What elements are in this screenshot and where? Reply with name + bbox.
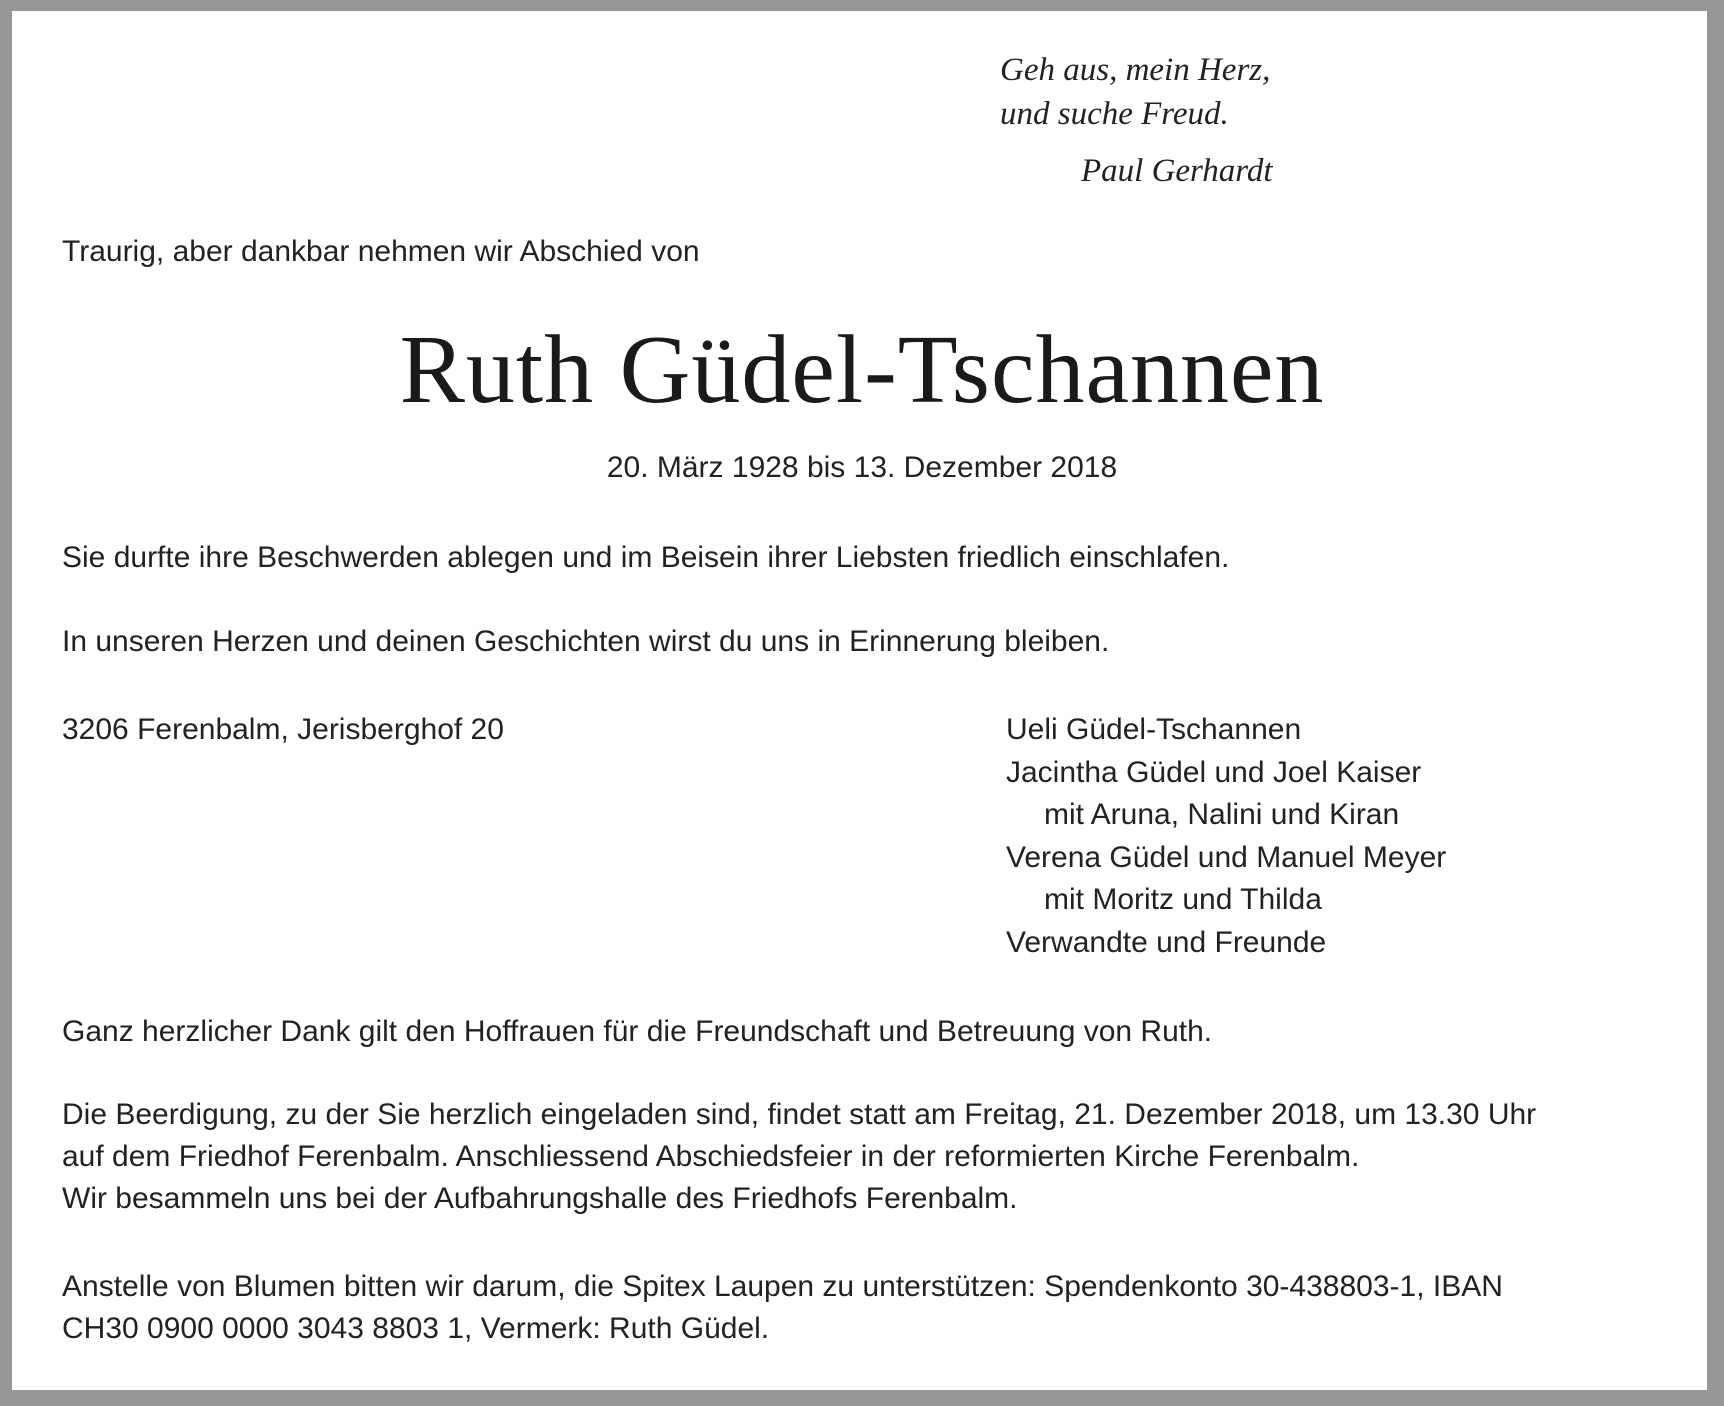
life-dates: 20. März 1928 bis 13. Dezember 2018 (606, 451, 1118, 484)
funeral-details (62, 1094, 1536, 1220)
message-memory: In unseren Herzen und deinen Geschichten wirst du uns in Erinnerung bleiben. (62, 625, 1110, 658)
donation-line: CH30 0900 0000 3043 8803 1, Vermerk: Ruth Güdel. (62, 1312, 770, 1345)
mourner: Verena Güdel und Manuel Meyer (1006, 840, 1447, 874)
message-rest: Sie durfte ihre Beschwerden ablegen und im Beisein ihrer Liebsten friedlich einschlafen. (62, 541, 1230, 574)
donation-details (62, 1266, 1503, 1350)
family-address: 3206 Ferenbalm, Jerisberghof 20 (62, 713, 504, 746)
funeral-line: Wir besammeln uns bei der Aufbahrungshalle des Friedhofs Ferenbalm. (62, 1182, 1018, 1215)
quote-line-2: und suche Freud. (1000, 96, 1229, 132)
donation-line: Anstelle von Blumen bitten wir darum, die Spitex Laupen zu unterstützen: Spendenkonto 30-438803-1, IBAN (62, 1270, 1503, 1303)
thanks-text: Ganz herzlicher Dank gilt den Hoffrauen für die Freundschaft und Betreuung von Ruth. (62, 1015, 1213, 1048)
intro-text: Traurig, aber dankbar nehmen wir Abschied von (62, 235, 700, 268)
funeral-line: Die Beerdigung, zu der Sie herzlich eingeladen sind, findet statt am Freitag, 21. Dezember 2018, um 13.30 Uhr (62, 1098, 1537, 1131)
mourner: Ueli Güdel-Tschannen (1006, 713, 1302, 746)
mourner-children: mit Moritz und Thilda (1044, 883, 1322, 916)
mourner: Jacintha Güdel und Joel Kaiser (1006, 755, 1422, 789)
quote-line-1: Geh aus, mein Herz, (1000, 52, 1271, 88)
mourner-children: mit Aruna, Nalini und Kiran (1044, 798, 1400, 831)
epigraph-quote (1000, 48, 1300, 189)
quote-author: Paul Gerhardt (1081, 153, 1273, 189)
deceased-name: Ruth Güdel-Tschannen (399, 316, 1325, 424)
mourners-list (1006, 709, 1446, 964)
funeral-line: auf dem Friedhof Ferenbalm. Anschliessend Abschiedsfeier in der reformierten Kirche Ferenbalm. (62, 1140, 1360, 1173)
mourner: Verwandte und Freunde (1006, 925, 1327, 959)
